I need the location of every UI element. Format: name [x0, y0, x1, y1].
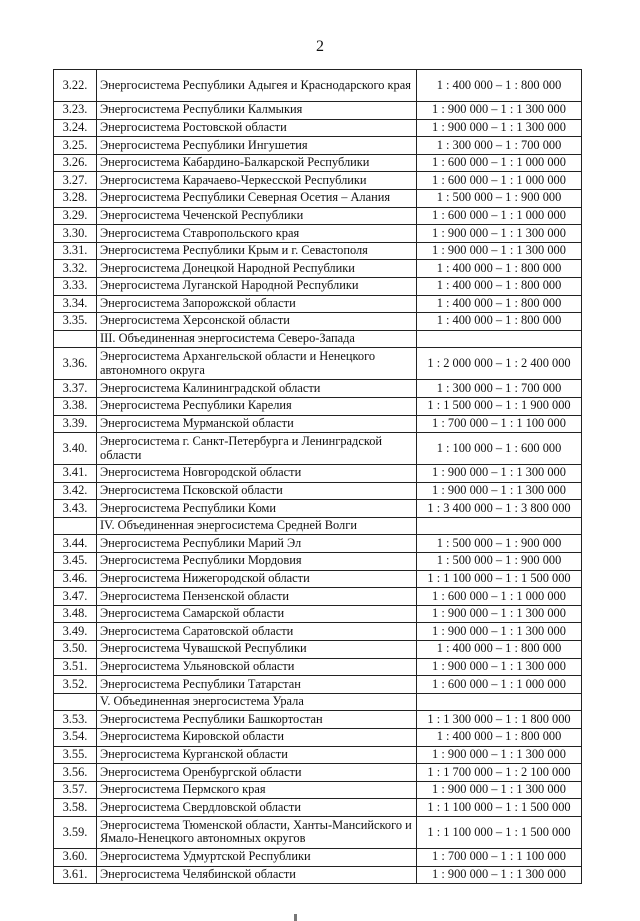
scale-range: 1 : 600 000 – 1 : 1 000 000 — [417, 207, 582, 225]
scale-range: 1 : 1 100 000 – 1 : 1 500 000 — [417, 570, 582, 588]
energy-system-name: Энергосистема Курганской области — [97, 746, 417, 764]
scale-range: 1 : 900 000 – 1 : 1 300 000 — [417, 482, 582, 500]
table-row — [54, 799, 582, 817]
row-number: 3.61. — [54, 866, 97, 884]
row-number: 3.31. — [54, 242, 97, 260]
energy-system-name: Энергосистема Новгородской области — [97, 465, 417, 483]
energy-system-name: Энергосистема Архангельской области и Ненецкого автономного округа — [97, 348, 417, 380]
energy-system-name: Энергосистема Нижегородской области — [97, 570, 417, 588]
energy-system-name: Энергосистема Чеченской Республики — [97, 207, 417, 225]
energy-system-name: Энергосистема Донецкой Народной Республики — [97, 260, 417, 278]
row-number: 3.44. — [54, 535, 97, 553]
energy-system-name: Энергосистема Луганской Народной Республики — [97, 277, 417, 295]
row-number: 3.26. — [54, 154, 97, 172]
row-number: 3.55. — [54, 746, 97, 764]
energy-system-name: Энергосистема Республики Северная Осетия – Алания — [97, 189, 417, 207]
table-row — [54, 570, 582, 588]
energy-system-name: Энергосистема Саратовской области — [97, 623, 417, 641]
table-row — [54, 207, 582, 225]
energy-system-name: Энергосистема Ульяновской области — [97, 658, 417, 676]
row-number: 3.36. — [54, 348, 97, 380]
table-row — [54, 433, 582, 465]
energy-systems-table — [53, 69, 582, 884]
energy-system-name: Энергосистема Пермского края — [97, 781, 417, 799]
energy-system-name: Энергосистема Мурманской области — [97, 415, 417, 433]
scale-range: 1 : 600 000 – 1 : 1 000 000 — [417, 172, 582, 190]
table-row — [54, 397, 582, 415]
row-number: 3.23. — [54, 102, 97, 120]
table-row — [54, 102, 582, 120]
table-row — [54, 816, 582, 848]
energy-system-name: Энергосистема Кировской области — [97, 729, 417, 747]
energy-system-name: Энергосистема Республики Татарстан — [97, 676, 417, 694]
table-row — [54, 729, 582, 747]
energy-system-name: Энергосистема Челябинской области — [97, 866, 417, 884]
scale-range: 1 : 900 000 – 1 : 1 300 000 — [417, 866, 582, 884]
scale-range: 1 : 700 000 – 1 : 1 100 000 — [417, 848, 582, 866]
scale-range: 1 : 300 000 – 1 : 700 000 — [417, 137, 582, 155]
table-row — [54, 313, 582, 331]
row-number: 3.25. — [54, 137, 97, 155]
row-number: 3.24. — [54, 119, 97, 137]
table-row — [54, 781, 582, 799]
table-row — [54, 553, 582, 571]
row-number: 3.27. — [54, 172, 97, 190]
scale-range: 1 : 600 000 – 1 : 1 000 000 — [417, 588, 582, 606]
table-row — [54, 500, 582, 518]
scale-range: 1 : 500 000 – 1 : 900 000 — [417, 189, 582, 207]
row-number: 3.39. — [54, 415, 97, 433]
scale-range: 1 : 400 000 – 1 : 800 000 — [417, 313, 582, 331]
energy-system-name: Энергосистема Республики Ингушетия — [97, 137, 417, 155]
row-number: 3.35. — [54, 313, 97, 331]
table-row — [54, 711, 582, 729]
row-number: 3.48. — [54, 605, 97, 623]
section-header-row — [54, 517, 582, 535]
scale-range: 1 : 900 000 – 1 : 1 300 000 — [417, 225, 582, 243]
table-row — [54, 189, 582, 207]
energy-system-name: Энергосистема Карачаево-Черкесской Республики — [97, 172, 417, 190]
section-title: III. Объединенная энергосистема Северо-Запада — [97, 330, 417, 348]
scale-range: 1 : 1 100 000 – 1 : 1 500 000 — [417, 799, 582, 817]
energy-system-name: Энергосистема Ростовской области — [97, 119, 417, 137]
table-row — [54, 119, 582, 137]
scale-range: 1 : 900 000 – 1 : 1 300 000 — [417, 242, 582, 260]
table-row — [54, 225, 582, 243]
energy-system-name: Энергосистема Свердловской области — [97, 799, 417, 817]
scale-range: 1 : 3 400 000 – 1 : 3 800 000 — [417, 500, 582, 518]
table-body — [54, 70, 582, 884]
section-title: V. Объединенная энергосистема Урала — [97, 693, 417, 711]
row-number — [54, 693, 97, 711]
page-number: 2 — [316, 38, 324, 55]
row-number: 3.38. — [54, 397, 97, 415]
energy-system-name: Энергосистема Псковской области — [97, 482, 417, 500]
section-title: IV. Объединенная энергосистема Средней Волги — [97, 517, 417, 535]
scale-range: 1 : 400 000 – 1 : 800 000 — [417, 260, 582, 278]
row-number: 3.53. — [54, 711, 97, 729]
energy-system-name: Энергосистема г. Санкт-Петербурга и Ленинградской области — [97, 433, 417, 465]
table-row — [54, 348, 582, 380]
energy-system-name: Энергосистема Республики Мордовия — [97, 553, 417, 571]
row-number: 3.46. — [54, 570, 97, 588]
row-number: 3.29. — [54, 207, 97, 225]
scale-range: 1 : 600 000 – 1 : 1 000 000 — [417, 676, 582, 694]
energy-system-name: Энергосистема Республики Карелия — [97, 397, 417, 415]
table-row — [54, 623, 582, 641]
row-number — [54, 517, 97, 535]
energy-system-name: Энергосистема Республики Калмыкия — [97, 102, 417, 120]
energy-system-name: Энергосистема Удмуртской Республики — [97, 848, 417, 866]
scale-range — [417, 693, 582, 711]
scale-range: 1 : 900 000 – 1 : 1 300 000 — [417, 746, 582, 764]
table-row — [54, 658, 582, 676]
energy-system-name: Энергосистема Республики Адыгея и Краснодарского края — [97, 70, 417, 102]
row-number: 3.49. — [54, 623, 97, 641]
scale-range: 1 : 1 700 000 – 1 : 2 100 000 — [417, 764, 582, 782]
scale-range: 1 : 400 000 – 1 : 800 000 — [417, 641, 582, 659]
energy-system-name: Энергосистема Тюменской области, Ханты-Мансийского и Ямало-Ненецкого автономных округов — [97, 816, 417, 848]
table-row — [54, 482, 582, 500]
row-number: 3.33. — [54, 277, 97, 295]
scale-range: 1 : 600 000 – 1 : 1 000 000 — [417, 154, 582, 172]
table-row — [54, 137, 582, 155]
energy-system-name: Энергосистема Республики Башкортостан — [97, 711, 417, 729]
scale-range: 1 : 900 000 – 1 : 1 300 000 — [417, 781, 582, 799]
scale-range: 1 : 500 000 – 1 : 900 000 — [417, 553, 582, 571]
energy-system-name: Энергосистема Республики Крым и г. Севастополя — [97, 242, 417, 260]
row-number — [54, 330, 97, 348]
scale-range: 1 : 400 000 – 1 : 800 000 — [417, 295, 582, 313]
energy-system-name: Энергосистема Калининградской области — [97, 380, 417, 398]
table-row — [54, 676, 582, 694]
row-number: 3.56. — [54, 764, 97, 782]
scale-range: 1 : 900 000 – 1 : 1 300 000 — [417, 119, 582, 137]
table-row — [54, 70, 582, 102]
energy-system-name: Энергосистема Кабардино-Балкарской Республики — [97, 154, 417, 172]
table-row — [54, 260, 582, 278]
scale-range: 1 : 900 000 – 1 : 1 300 000 — [417, 102, 582, 120]
scale-range: 1 : 1 500 000 – 1 : 1 900 000 — [417, 397, 582, 415]
row-number: 3.51. — [54, 658, 97, 676]
scale-range: 1 : 700 000 – 1 : 1 100 000 — [417, 415, 582, 433]
row-number: 3.41. — [54, 465, 97, 483]
scale-range: 1 : 900 000 – 1 : 1 300 000 — [417, 605, 582, 623]
energy-system-name: Энергосистема Запорожской области — [97, 295, 417, 313]
table-row — [54, 641, 582, 659]
scale-range: 1 : 900 000 – 1 : 1 300 000 — [417, 465, 582, 483]
energy-system-name: Энергосистема Чувашской Республики — [97, 641, 417, 659]
row-number: 3.32. — [54, 260, 97, 278]
section-header-row — [54, 693, 582, 711]
scale-range: 1 : 1 300 000 – 1 : 1 800 000 — [417, 711, 582, 729]
row-number: 3.45. — [54, 553, 97, 571]
row-number: 3.57. — [54, 781, 97, 799]
row-number: 3.58. — [54, 799, 97, 817]
row-number: 3.52. — [54, 676, 97, 694]
table-row — [54, 465, 582, 483]
energy-system-name: Энергосистема Самарской области — [97, 605, 417, 623]
row-number: 3.54. — [54, 729, 97, 747]
row-number: 3.50. — [54, 641, 97, 659]
table-row — [54, 535, 582, 553]
scale-range: 1 : 500 000 – 1 : 900 000 — [417, 535, 582, 553]
table-row — [54, 415, 582, 433]
row-number: 3.60. — [54, 848, 97, 866]
row-number: 3.37. — [54, 380, 97, 398]
energy-system-name: Энергосистема Республики Марий Эл — [97, 535, 417, 553]
scale-range — [417, 517, 582, 535]
table-row — [54, 380, 582, 398]
row-number: 3.28. — [54, 189, 97, 207]
row-number: 3.59. — [54, 816, 97, 848]
scale-range: 1 : 400 000 – 1 : 800 000 — [417, 70, 582, 102]
table-row — [54, 242, 582, 260]
scale-range: 1 : 300 000 – 1 : 700 000 — [417, 380, 582, 398]
scale-range: 1 : 900 000 – 1 : 1 300 000 — [417, 658, 582, 676]
row-number: 3.40. — [54, 433, 97, 465]
table-row — [54, 746, 582, 764]
scale-range: 1 : 2 000 000 – 1 : 2 400 000 — [417, 348, 582, 380]
table-row — [54, 588, 582, 606]
scale-range — [417, 330, 582, 348]
row-number: 3.47. — [54, 588, 97, 606]
scale-range: 1 : 400 000 – 1 : 800 000 — [417, 729, 582, 747]
table-row — [54, 866, 582, 884]
scale-range: 1 : 400 000 – 1 : 800 000 — [417, 277, 582, 295]
scan-edge-mark — [294, 914, 297, 921]
energy-system-name: Энергосистема Херсонской области — [97, 313, 417, 331]
scale-range: 1 : 1 100 000 – 1 : 1 500 000 — [417, 816, 582, 848]
row-number: 3.42. — [54, 482, 97, 500]
section-header-row — [54, 330, 582, 348]
table-row — [54, 764, 582, 782]
row-number: 3.34. — [54, 295, 97, 313]
row-number: 3.43. — [54, 500, 97, 518]
table-row — [54, 605, 582, 623]
table-row — [54, 848, 582, 866]
energy-system-name: Энергосистема Республики Коми — [97, 500, 417, 518]
energy-system-name: Энергосистема Ставропольского края — [97, 225, 417, 243]
table-row — [54, 172, 582, 190]
row-number: 3.22. — [54, 70, 97, 102]
table-row — [54, 277, 582, 295]
energy-system-name: Энергосистема Оренбургской области — [97, 764, 417, 782]
table-row — [54, 154, 582, 172]
table-row — [54, 295, 582, 313]
row-number: 3.30. — [54, 225, 97, 243]
energy-system-name: Энергосистема Пензенской области — [97, 588, 417, 606]
scale-range: 1 : 100 000 – 1 : 600 000 — [417, 433, 582, 465]
scale-range: 1 : 900 000 – 1 : 1 300 000 — [417, 623, 582, 641]
